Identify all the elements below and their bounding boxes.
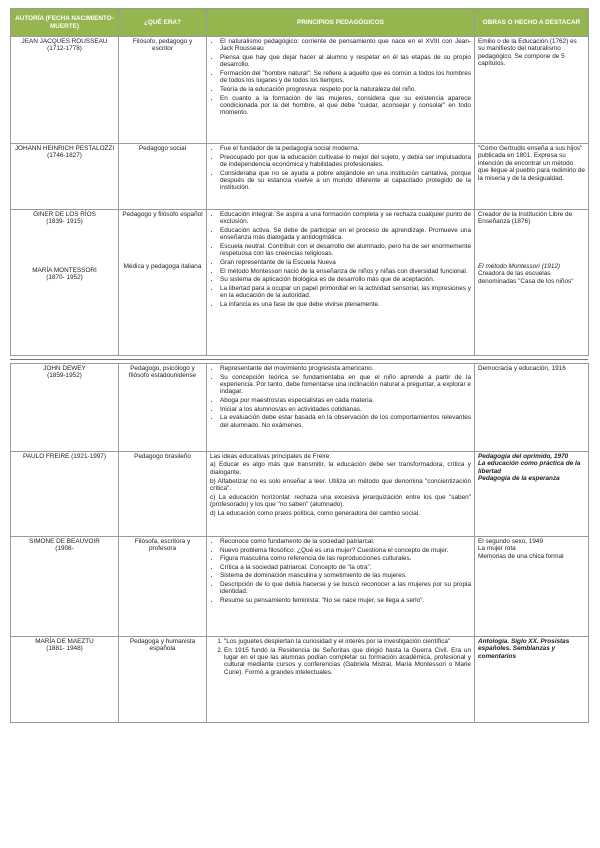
principle-item: • Gran representante de la Escuela Nueva bbox=[220, 259, 471, 266]
works-title: Pedagogía del oprimido, 1970 bbox=[478, 453, 569, 460]
principle-item: • La evaluación debe estar basada en la observación de los comportamientos relevantes del alumnado. No exámenes. bbox=[220, 414, 471, 429]
works-text: Creadora de las escuelas denominadas "Casa de los niños" bbox=[478, 270, 574, 285]
principle-item: • Reconoce como fundamento de la sociedad patriarcal. bbox=[220, 538, 471, 545]
works-cell bbox=[475, 210, 589, 356]
pedagogy-table-part-2 bbox=[10, 363, 589, 723]
author-dates: (1870- 1952) bbox=[46, 274, 83, 282]
role-cell: Filósofo, pedagogo y escritor bbox=[119, 37, 207, 144]
author-name: PAULO FREIRE (1921-1997) bbox=[23, 453, 106, 460]
header-principles: PRINCIPIOS PEDAGÓGICOS bbox=[207, 9, 475, 37]
author-name: MARÍA MONTESSORI bbox=[32, 267, 97, 274]
header-works: OBRAS O HECHO A DESTACAR bbox=[475, 9, 589, 37]
works-title: La mujer rota bbox=[478, 545, 516, 553]
works-title: Pedagogía de la esperanza bbox=[478, 475, 560, 483]
role-cell: Pedagogo, psicólogo y filósofo estadounidense bbox=[119, 364, 207, 452]
author-cell bbox=[11, 210, 119, 356]
principles-cell bbox=[207, 210, 475, 356]
author-dates: (1712-1778) bbox=[47, 45, 82, 53]
table-row-giner-montessori bbox=[11, 210, 589, 356]
role-cell: Pedagoga y humanista española bbox=[119, 637, 207, 723]
principle-item: • Descripción de lo que debía hacerse y se buscó reconocer a las mujeres por su propia identidad. bbox=[220, 581, 471, 596]
principle-item: • Escuela neutral. Contribuir con el desarrollo del alumnado, pero ha de ser enormemente respetuosa con las creencias religiosas. bbox=[220, 243, 471, 258]
author-name: SIMONE DE BEAUVOIR bbox=[29, 538, 100, 545]
author-name: JEAN JACQUES ROUSSEAU bbox=[21, 38, 108, 45]
pedagogy-table-part-1 bbox=[10, 8, 589, 356]
works-cell: Democracia y educación, 1916 bbox=[475, 364, 589, 452]
author-cell bbox=[11, 37, 119, 144]
author-dates: (1908- bbox=[55, 545, 74, 553]
principle-item: • Aboga por maestros/as especialistas en cada materia. bbox=[220, 397, 471, 404]
principle-item: • En cuanto a la formación de las mujeres, considera que su existencia aparece condicionada por la del hombre, al que debe "cuidar, aconsejar y consolar" en todo momento. bbox=[220, 95, 471, 117]
author-cell bbox=[11, 637, 119, 723]
role-cell: Filósofa, escritora y profesora bbox=[119, 537, 207, 637]
principle-item: • Formación del "hombre natural": Se refiere a aquello que es común a todos los hombres de todos los lugares y de todos los tiempos. bbox=[220, 70, 471, 85]
works-title: Memorias de una chica formal bbox=[478, 552, 564, 560]
principle-item: • El naturalismo pedagógico: corriente de pensamiento que nace en el XVIII con Jean-Jack Rousseau bbox=[220, 38, 471, 53]
works-cell bbox=[475, 537, 589, 637]
principle-item: • La infancia es una fase de que debe vivirse plenamente. bbox=[220, 301, 471, 308]
principle-item: • Piensa que hay que dejar hacer al alumno y respetar en él las etapas de su propio desarrollo. bbox=[220, 54, 471, 69]
principles-cell bbox=[207, 144, 475, 210]
works-cell: "Cómo Gertrudis enseña a sus hijos" publicada en 1801. Expresa su intención de encontrar un método que llegue al pueblo para redimirlo de la miseria y de la desigualdad. bbox=[475, 144, 589, 210]
principle-item: • Su sistema de aplicación biológica es de desarrollo más que de aceptación. bbox=[220, 276, 471, 283]
works-cell: Emilio o de la Educación (1762) es su manifiesto del naturalismo pedagógico. Se compone de 5 capítulos. bbox=[475, 37, 589, 144]
works-title: El segundo sexo, 1949 bbox=[478, 538, 544, 545]
principle-paragraph: a) Educar es algo más que transmitir, la educación debe ser transformadora, crítica y dialogante. bbox=[210, 461, 471, 476]
principle-item: • Crítica a la sociedad patriarcal. Concepto de "la otra". bbox=[220, 564, 471, 571]
principle-item: • Preocupado por que la educación cultivase lo mejor del sujeto, y debía ser impulsadora de independencia económica y habilidades profesionales. bbox=[220, 154, 471, 169]
principle-item: • La libertad para a ocupar un papel primordial en la actividad sensorial, las impresiones y en la educación de la autoridad. bbox=[220, 285, 471, 300]
author-cell bbox=[11, 452, 119, 537]
header-what-was: ¿QUÉ ERA? bbox=[119, 9, 207, 37]
table-row-pestalozzi bbox=[11, 144, 589, 210]
principles-cell bbox=[207, 637, 475, 723]
principle-item: • Consideraba que no se ayuda a pobre alojándole en una institución caritativa, porque después de su estancia vuelve a un mundo diferente al capacitado protegido de la institución. bbox=[220, 170, 471, 192]
principle-item: • Teoría de la educación progresiva: respeto por la naturaleza del niño. bbox=[220, 86, 471, 93]
role-cell bbox=[119, 210, 207, 356]
author-dates: (1881- 1948) bbox=[46, 645, 83, 653]
author-cell bbox=[11, 537, 119, 637]
principle-item: • Educación activa. Se debe de participar en el proceso de aprendizaje. Promueve una enseñanza más dialogada y antidogmática. bbox=[220, 227, 471, 242]
works-title: La educación como práctica de la libertad bbox=[478, 460, 581, 475]
table-row-dewey bbox=[11, 364, 589, 452]
principle-item: • Fue el fundador de la pedagogía social moderna. bbox=[220, 145, 471, 152]
role-text: Médica y pedagoga italiana bbox=[123, 263, 202, 270]
author-dates: (1746-1827) bbox=[47, 152, 82, 160]
table-row-rousseau bbox=[11, 37, 589, 144]
author-name: GINER DE LOS RÍOS bbox=[33, 211, 96, 218]
principle-item: • El método Montessori nació de la enseñanza de niños y niñas con diversidad funcional. bbox=[220, 268, 471, 275]
principles-cell bbox=[207, 452, 475, 537]
principles-cell bbox=[207, 537, 475, 637]
page-break-divider bbox=[10, 359, 588, 360]
author-cell bbox=[11, 144, 119, 210]
role-text: Pedagogo y filósofo español bbox=[122, 211, 203, 218]
author-name: MARÍA DE MAEZTU bbox=[35, 638, 94, 645]
principle-item: • Iniciar a los alumnos/as en actividades cotidianas. bbox=[220, 406, 471, 413]
principle-item: • Su concepción teórica se fundamentaba en que el niño aprende a partir de la experiencia. Por tanto, debe fomentarse una inclinación natural a preguntar, a explorar e indagar. bbox=[220, 374, 471, 396]
header-row bbox=[11, 9, 589, 37]
works-title: El método Montessori (1912) bbox=[478, 263, 561, 270]
author-dates: (1839- 1915) bbox=[46, 218, 83, 226]
author-dates: (1859-1952) bbox=[47, 372, 82, 380]
principle-item: • Resume su pensamiento feminista: "No se nace mujer, se llega a serlo". bbox=[220, 597, 471, 604]
principle-paragraph: c) La educación horizontal: rechaza una excesiva jerarquización entre los que "saben" (profesorado) y los que "no saben" (alumnado). bbox=[210, 494, 471, 509]
role-cell: Pedagogo social bbox=[119, 144, 207, 210]
table-row-freire bbox=[11, 452, 589, 537]
principle-paragraph: d) La educación como praxis política, como generadora del cambio social. bbox=[210, 510, 420, 518]
principle-item: 2. En 1915 fundó la Residencia de Señoritas que dirigió hasta la Guerra Civil. Era un lugar en el que las alumnas podían completar su formación académica, profesional y cultural mediante cursos y conferencias (Gabriela Mistral, María Montessori o Marie Curie). Formó a grandes intelectuales. bbox=[224, 647, 471, 677]
header-authorship: AUTORÍA (FECHA NACIMIENTO-MUERTE) bbox=[11, 9, 119, 37]
principle-item: • Figura masculina como referencia de las reproducciones culturales. bbox=[220, 555, 471, 562]
principle-paragraph: b) Alfabetizar no es solo enseñar a leer. Utiliza un método que denomina "concientización crítica". bbox=[210, 477, 471, 493]
works-cell bbox=[475, 452, 589, 537]
principles-intro: Las ideas educativas principales de Freire: bbox=[210, 453, 332, 460]
principle-item: 1. "Los juguetes despiertan la curiosidad y el interés por la investigación científica" bbox=[224, 638, 471, 645]
principles-cell bbox=[207, 364, 475, 452]
principle-item: • Educación integral. Se aspira a una formación completa y se rechaza cualquier punto de exclusión. bbox=[220, 211, 471, 226]
author-name: JOHANN HEINRICH PESTALOZZI bbox=[14, 145, 115, 152]
principle-item: • Nuevo problema filosófico: ¿Qué es una mujer? Cuestiona el concepto de mujer. bbox=[220, 547, 471, 554]
role-cell: Pedagogo brasileño bbox=[119, 452, 207, 537]
table-row-beauvoir bbox=[11, 537, 589, 637]
author-name: JOHN DEWEY bbox=[43, 365, 86, 372]
table-row-maeztu bbox=[11, 637, 589, 723]
principle-item: • Sistema de dominación masculina y sometimiento de las mujeres. bbox=[220, 572, 471, 579]
works-cell: Antología. Siglo XX. Prosistas españoles. Semblanzas y comentarios bbox=[475, 637, 589, 723]
principles-cell bbox=[207, 37, 475, 144]
author-cell bbox=[11, 364, 119, 452]
principle-item: • Representante del movimiento progresista americano. bbox=[220, 365, 471, 372]
works-text: Creador de la Institución Libre de Enseñanza (1876) bbox=[478, 211, 573, 226]
